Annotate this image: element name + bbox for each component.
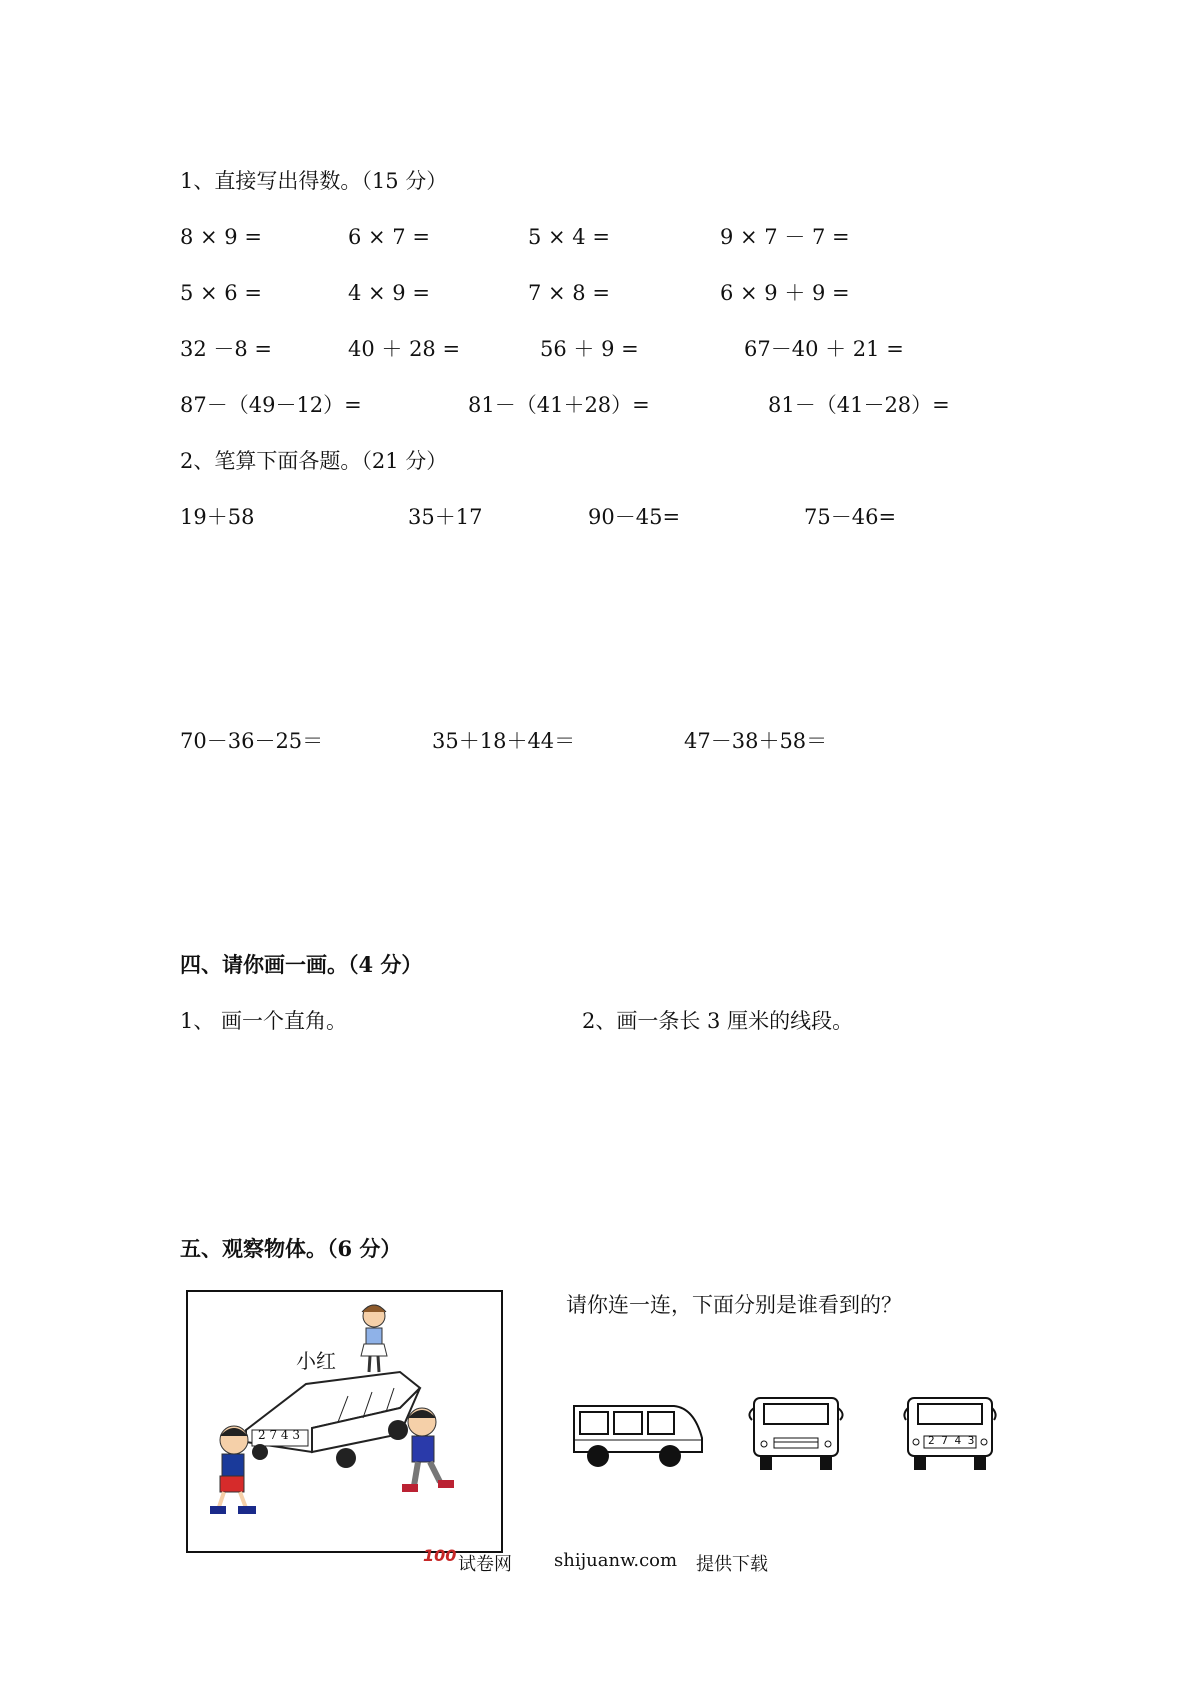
written-1: 19＋58 (180, 505, 255, 529)
problem-3-4: 67－40 ＋ 21 = (744, 337, 904, 361)
footer-site-name: 试卷网 (458, 1554, 512, 1575)
bus-back-view (898, 1394, 1002, 1478)
scene-plate: 2 7 4 3 (258, 1428, 300, 1442)
problem-1-2: 6 × 7 = (348, 225, 430, 249)
problem-1-4: 9 × 7 － 7 = (720, 225, 850, 249)
site-logo: 100 (423, 1546, 457, 1565)
bus-side-view (570, 1400, 706, 1480)
problem-2-2: 4 × 9 = (348, 281, 430, 305)
written-5: 70－36－25＝ (180, 729, 324, 753)
problem-2-3: 7 × 8 = (528, 281, 610, 305)
written-2: 35＋17 (408, 505, 483, 529)
q2-title: 2、笔算下面各题。（21 分） (180, 449, 448, 473)
problem-2-4: 6 × 9 ＋ 9 = (720, 281, 850, 305)
scene-drawing (188, 1292, 501, 1551)
boy-right-figure (402, 1408, 454, 1492)
problem-3-1: 32 －8 = (180, 337, 273, 361)
footer-url[interactable]: shijuanw.com (554, 1550, 678, 1571)
q1-title: 1、直接写出得数。（15 分） (180, 169, 448, 193)
problem-1-3: 5 × 4 = (528, 225, 610, 249)
bus-front-view (744, 1394, 848, 1478)
problem-2-1: 5 × 6 = (180, 281, 262, 305)
problem-4-3: 81－（41－28）= (768, 393, 950, 417)
problem-3-3: 56 ＋ 9 = (540, 337, 639, 361)
written-7: 47－38＋58＝ (684, 729, 828, 753)
draw-item-1: 1、 画一个直角。 (180, 1009, 348, 1033)
section5-title: 五、观察物体。（6 分） (180, 1236, 402, 1261)
match-prompt: 请你连一连，下面分别是谁看到的？ (566, 1293, 902, 1317)
section4-title: 四、请你画一画。（4 分） (180, 952, 423, 977)
bus-back-plate: 2 7 4 3 (928, 1434, 975, 1447)
problem-4-1: 87－（49－12）= (180, 393, 362, 417)
footer-note: 提供下载 (696, 1554, 768, 1575)
problem-3-2: 40 ＋ 28 = (348, 337, 461, 361)
written-4: 75－46= (804, 505, 897, 529)
problem-1-1: 8 × 9 = (180, 225, 262, 249)
observation-scene (186, 1290, 503, 1553)
written-6: 35＋18＋44＝ (432, 729, 576, 753)
draw-item-2: 2、画一条长 3 厘米的线段。 (582, 1009, 854, 1033)
girl-label: 小红 (296, 1349, 336, 1373)
girl-figure (361, 1305, 387, 1372)
car-figure (246, 1372, 420, 1468)
problem-4-2: 81－（41＋28）= (468, 393, 650, 417)
written-3: 90－45= (588, 505, 681, 529)
